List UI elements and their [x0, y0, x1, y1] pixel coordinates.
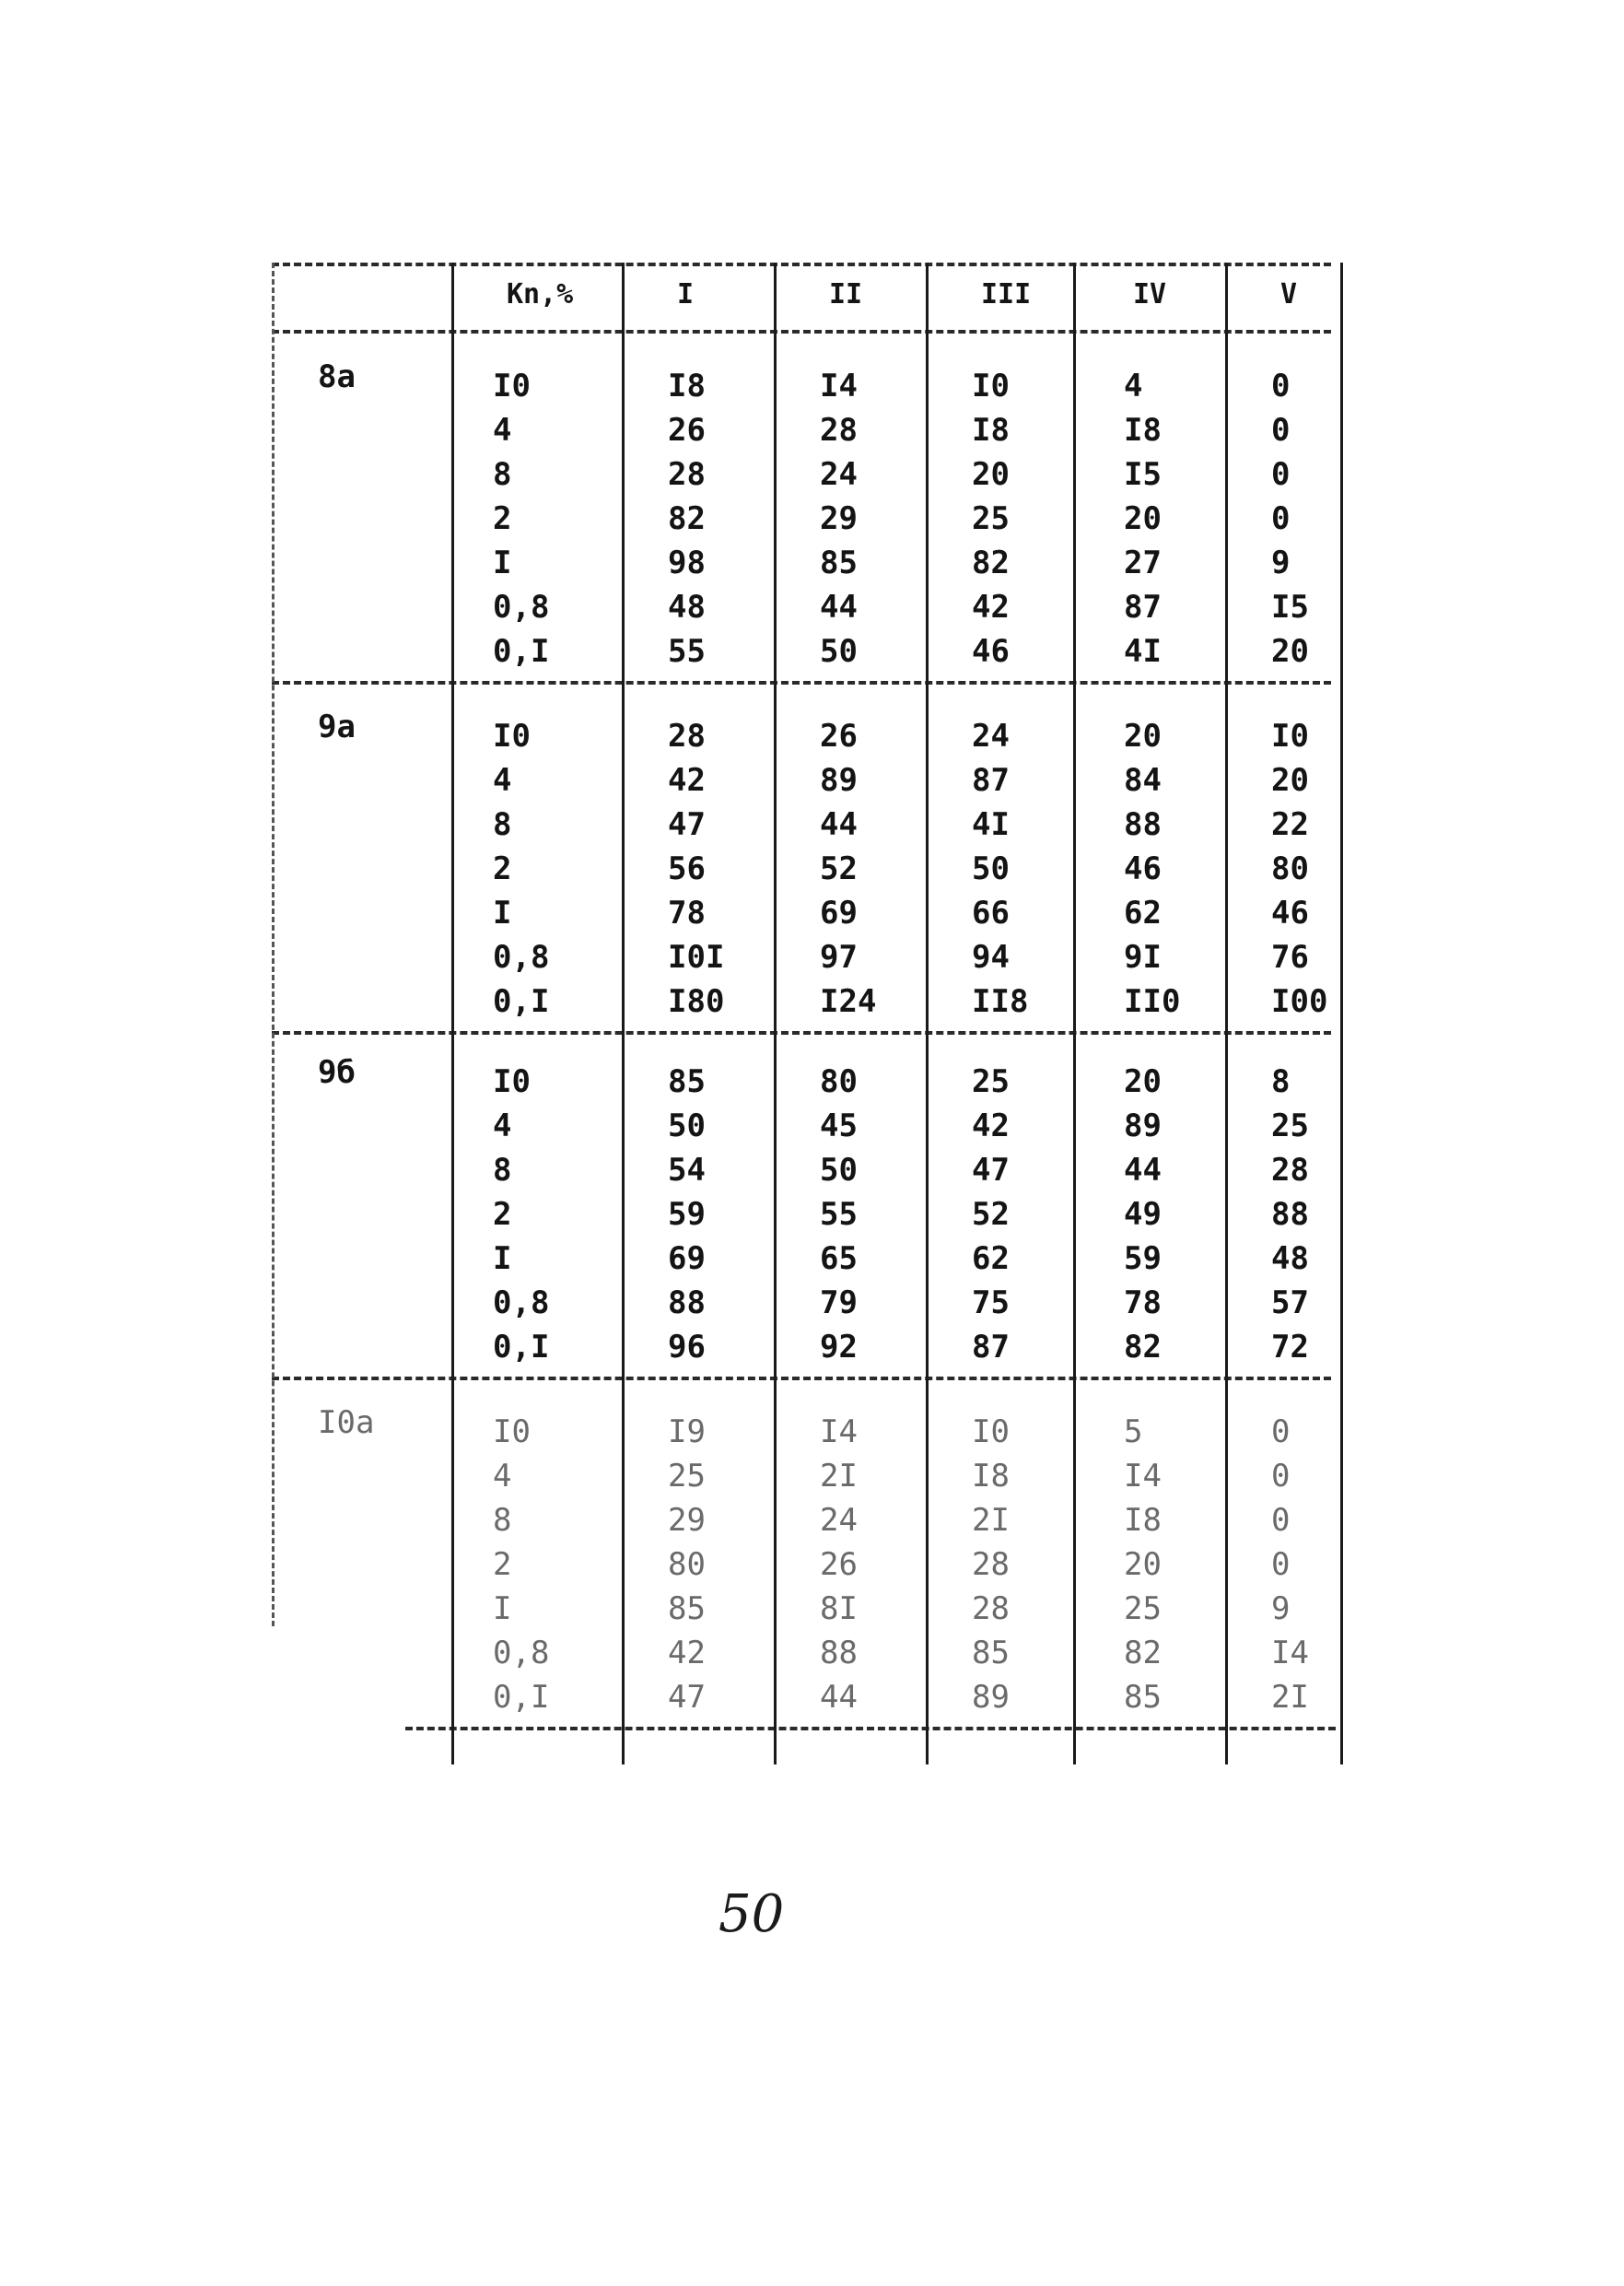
table-cell: 88 — [1271, 1196, 1309, 1233]
table-cell: 24 — [972, 718, 1010, 755]
table-cell: 28 — [972, 1546, 1010, 1583]
table-cell: 8I — [820, 1590, 858, 1627]
table-cell: 82 — [1124, 1635, 1162, 1671]
table-cell: I0I — [668, 939, 725, 976]
table-cell: 50 — [820, 633, 858, 670]
table-cell: 87 — [1124, 589, 1162, 626]
table-cell: 4I — [1124, 633, 1162, 670]
group-separator — [272, 1031, 1331, 1035]
table-cell: 57 — [1271, 1284, 1309, 1321]
table-cell: 54 — [668, 1152, 706, 1189]
table-cell: 79 — [820, 1284, 858, 1321]
table-cell: I0 — [972, 368, 1010, 404]
table-cell: I — [493, 545, 512, 581]
table-cell: I — [493, 1590, 512, 1627]
left-edge-rule — [272, 263, 275, 1626]
table-cell: 26 — [668, 412, 706, 449]
table-cell: 78 — [1124, 1284, 1162, 1321]
table-cell: 89 — [972, 1679, 1010, 1716]
table-cell: 44 — [1124, 1152, 1162, 1189]
table-cell: 20 — [1124, 1063, 1162, 1100]
table-cell: 94 — [972, 939, 1010, 976]
table-cell: 50 — [820, 1152, 858, 1189]
table-cell: 80 — [668, 1546, 706, 1583]
table-cell: 2 — [493, 500, 512, 537]
table-cell: 92 — [820, 1329, 858, 1366]
table-cell: 62 — [972, 1240, 1010, 1277]
table-cell: 0,8 — [493, 1284, 550, 1321]
table-cell: 20 — [1271, 762, 1309, 799]
table-cell: 20 — [1124, 1546, 1162, 1583]
table-cell: 52 — [972, 1196, 1010, 1233]
group-label: 9a — [318, 709, 356, 745]
table-cell: 88 — [1124, 806, 1162, 843]
table-cell: 0 — [1271, 1502, 1291, 1539]
table-cell: I0 — [972, 1413, 1010, 1450]
table-cell: I4 — [1271, 1635, 1309, 1671]
table-cell: 26 — [820, 718, 858, 755]
table-cell: 78 — [668, 895, 706, 932]
group-separator — [272, 1377, 1331, 1380]
table-cell: 2 — [493, 1546, 512, 1583]
table-cell: 8 — [493, 1152, 512, 1189]
table-cell: I0 — [1271, 718, 1309, 755]
table-cell: 9I — [1124, 939, 1162, 976]
column-header: II — [829, 278, 863, 311]
table-cell: 42 — [972, 1108, 1010, 1144]
group-separator — [405, 1727, 1336, 1730]
table-cell: 42 — [668, 762, 706, 799]
table-cell: 65 — [820, 1240, 858, 1277]
table-cell: 47 — [668, 1679, 706, 1716]
table-cell: 45 — [820, 1108, 858, 1144]
table-cell: 82 — [668, 500, 706, 537]
table-cell: 88 — [668, 1284, 706, 1321]
table-cell: 8 — [493, 456, 512, 493]
table-cell: I8 — [1124, 1502, 1162, 1539]
table-cell: 0 — [1271, 368, 1291, 404]
table-cell: 28 — [1271, 1152, 1309, 1189]
column-rule — [1340, 263, 1343, 1764]
table-cell: 25 — [668, 1458, 706, 1495]
table-cell: 0,I — [493, 633, 550, 670]
table-cell: 0 — [1271, 412, 1291, 449]
table-cell: 28 — [820, 412, 858, 449]
header-bottom-rule — [272, 330, 1331, 334]
table-cell: 59 — [1124, 1240, 1162, 1277]
table-cell: 0,I — [493, 1329, 550, 1366]
table-cell: 22 — [1271, 806, 1309, 843]
table-cell: 85 — [820, 545, 858, 581]
table-cell: I9 — [668, 1413, 706, 1450]
column-header: V — [1280, 278, 1298, 311]
table-cell: I — [493, 895, 512, 932]
column-rule — [1225, 263, 1228, 1764]
table-cell: 82 — [972, 545, 1010, 581]
table-cell: 59 — [668, 1196, 706, 1233]
column-rule — [774, 263, 777, 1764]
table-cell: 0 — [1271, 1458, 1291, 1495]
table-cell: 50 — [972, 850, 1010, 887]
table-cell: 20 — [1124, 500, 1162, 537]
table-cell: 97 — [820, 939, 858, 976]
table-cell: 8 — [1271, 1063, 1291, 1100]
column-rule — [926, 263, 929, 1764]
table-cell: 27 — [1124, 545, 1162, 581]
table-cell: 8 — [493, 806, 512, 843]
table-cell: 5 — [1124, 1413, 1143, 1450]
table-cell: 96 — [668, 1329, 706, 1366]
table-cell: 0,8 — [493, 939, 550, 976]
table-cell: 20 — [972, 456, 1010, 493]
table-cell: 20 — [1271, 633, 1309, 670]
column-rule — [1073, 263, 1076, 1764]
table-cell: I4 — [1124, 1458, 1162, 1495]
table-cell: I8 — [972, 1458, 1010, 1495]
table-cell: 42 — [668, 1635, 706, 1671]
table-cell: 2I — [820, 1458, 858, 1495]
table-cell: 48 — [1271, 1240, 1309, 1277]
table-cell: 4 — [493, 412, 512, 449]
group-label: 8a — [318, 358, 356, 395]
table-cell: 50 — [668, 1108, 706, 1144]
table-cell: 55 — [820, 1196, 858, 1233]
table-cell: 88 — [820, 1635, 858, 1671]
table-cell: 49 — [1124, 1196, 1162, 1233]
table-cell: 84 — [1124, 762, 1162, 799]
table-cell: II8 — [972, 983, 1029, 1020]
group-label: 9б — [318, 1054, 356, 1091]
table-cell: 2I — [972, 1502, 1010, 1539]
table-cell: 87 — [972, 1329, 1010, 1366]
table-cell: 25 — [1124, 1590, 1162, 1627]
table-cell: 66 — [972, 895, 1010, 932]
table-cell: 25 — [972, 500, 1010, 537]
table-cell: I8 — [1124, 412, 1162, 449]
table-cell: I0 — [493, 368, 531, 404]
table-cell: 0,8 — [493, 1635, 550, 1671]
table-cell: 89 — [820, 762, 858, 799]
group-label: I0a — [318, 1404, 375, 1441]
group-separator — [272, 681, 1331, 685]
table-cell: 75 — [972, 1284, 1010, 1321]
table-cell: 62 — [1124, 895, 1162, 932]
table-cell: 46 — [1271, 895, 1309, 932]
table-cell: 0,I — [493, 983, 550, 1020]
column-header: I — [677, 278, 695, 311]
table-cell: 0,I — [493, 1679, 550, 1716]
table-cell: 28 — [668, 718, 706, 755]
table-cell: 44 — [820, 1679, 858, 1716]
table-cell: 28 — [668, 456, 706, 493]
column-header: IV — [1133, 278, 1167, 311]
page-number: 50 — [719, 1884, 785, 1944]
table-cell: 0 — [1271, 1546, 1291, 1583]
table-cell: 4I — [972, 806, 1010, 843]
table-cell: 0,8 — [493, 589, 550, 626]
table-cell: I5 — [1124, 456, 1162, 493]
table-cell: 42 — [972, 589, 1010, 626]
table-cell: II0 — [1124, 983, 1181, 1020]
table-cell: 80 — [1271, 850, 1309, 887]
table-cell: 8 — [493, 1502, 512, 1539]
table-cell: 69 — [668, 1240, 706, 1277]
table-cell: 46 — [1124, 850, 1162, 887]
table-cell: 80 — [820, 1063, 858, 1100]
table-cell: 4 — [493, 1108, 512, 1144]
table-cell: 9 — [1271, 1590, 1291, 1627]
table-cell: 48 — [668, 589, 706, 626]
table-cell: I0 — [493, 1063, 531, 1100]
table-cell: 72 — [1271, 1329, 1309, 1366]
table-cell: 85 — [668, 1590, 706, 1627]
table-cell: 47 — [972, 1152, 1010, 1189]
table-cell: 20 — [1124, 718, 1162, 755]
table-cell: 25 — [972, 1063, 1010, 1100]
table-cell: 85 — [668, 1063, 706, 1100]
table-cell: I — [493, 1240, 512, 1277]
table-cell: 24 — [820, 1502, 858, 1539]
table-cell: 55 — [668, 633, 706, 670]
table-cell: 4 — [493, 762, 512, 799]
data-table — [272, 263, 1345, 1774]
table-cell: 69 — [820, 895, 858, 932]
table-cell: 47 — [668, 806, 706, 843]
table-cell: 25 — [1271, 1108, 1309, 1144]
table-cell: 98 — [668, 545, 706, 581]
table-cell: I0 — [493, 1413, 531, 1450]
table-cell: 82 — [1124, 1329, 1162, 1366]
table-cell: 52 — [820, 850, 858, 887]
table-cell: 44 — [820, 589, 858, 626]
table-cell: 46 — [972, 633, 1010, 670]
table-cell: I4 — [820, 1413, 858, 1450]
table-cell: I4 — [820, 368, 858, 404]
table-cell: I5 — [1271, 589, 1309, 626]
table-cell: I00 — [1271, 983, 1328, 1020]
table-cell: 44 — [820, 806, 858, 843]
table-cell: 2 — [493, 850, 512, 887]
table-cell: 29 — [668, 1502, 706, 1539]
table-cell: 29 — [820, 500, 858, 537]
table-cell: 4 — [493, 1458, 512, 1495]
table-cell: I80 — [668, 983, 725, 1020]
table-cell: 4 — [1124, 368, 1143, 404]
column-rule — [622, 263, 625, 1764]
table-cell: I8 — [668, 368, 706, 404]
table-cell: 28 — [972, 1590, 1010, 1627]
table-cell: 24 — [820, 456, 858, 493]
table-cell: 85 — [972, 1635, 1010, 1671]
table-cell: I8 — [972, 412, 1010, 449]
table-cell: 2I — [1271, 1679, 1309, 1716]
table-cell: I24 — [820, 983, 877, 1020]
table-cell: 2 — [493, 1196, 512, 1233]
table-cell: 87 — [972, 762, 1010, 799]
table-cell: 0 — [1271, 456, 1291, 493]
table-cell: 0 — [1271, 1413, 1291, 1450]
column-header: III — [981, 278, 1032, 311]
table-cell: 85 — [1124, 1679, 1162, 1716]
table-cell: 9 — [1271, 545, 1291, 581]
table-cell: 56 — [668, 850, 706, 887]
table-cell: 76 — [1271, 939, 1309, 976]
table-cell: 26 — [820, 1546, 858, 1583]
table-cell: I0 — [493, 718, 531, 755]
column-header: Kn,% — [507, 278, 574, 311]
column-rule — [451, 263, 454, 1764]
table-cell: 0 — [1271, 500, 1291, 537]
header-top-rule — [272, 263, 1331, 266]
table-cell: 89 — [1124, 1108, 1162, 1144]
